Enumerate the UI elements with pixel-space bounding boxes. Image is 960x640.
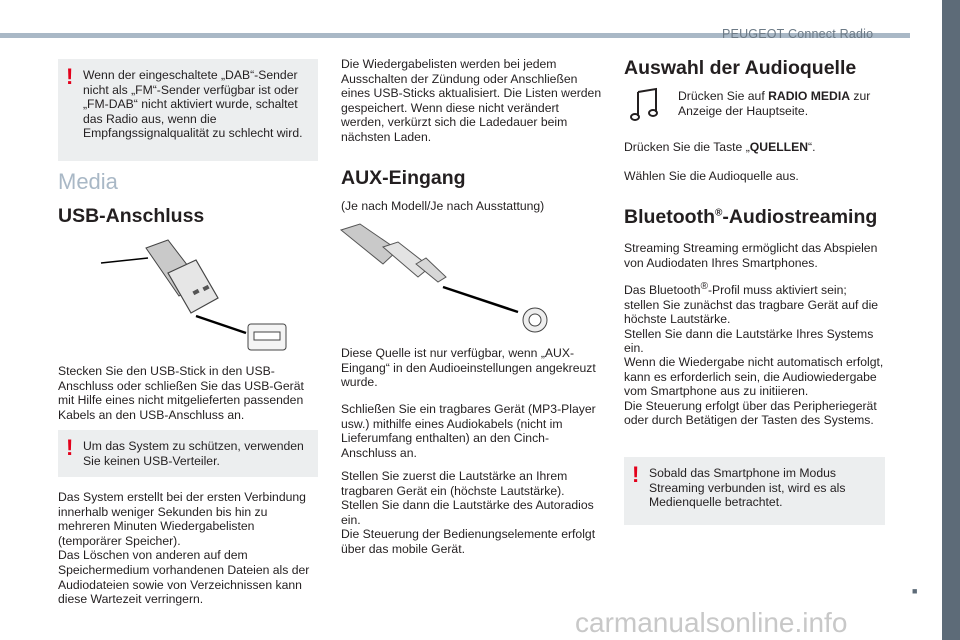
warning-box-dab [58,59,318,161]
usb-pointer-line [196,316,246,333]
playlist-paragraph: Die Wiedergabelisten werden bei jedem Ausschalten der Zündung oder Anschließen eines USB-Sticks aktualisiert. Die Listen werden gespeichert. Wenn diese nicht verändert werden, verkürzt sich die Ladedauer beim nächsten Laden. [341,57,602,144]
warning-box-usb-hub [58,430,318,477]
warning-icon: ! [66,64,74,89]
usb-port-slot [254,332,280,340]
source-icon-text: Drücken Sie auf RADIO MEDIA zur Anzeige der Hauptseite. [678,89,871,118]
usb-paragraph-2: Das System erstellt bei der ersten Verbindung innerhalb weniger Sekunden bis hin zu mehreren Minuten Wiedergabelisten (temporärer Speicher). Das Löschen von anderen auf dem Speichermedium vorhandenen Dateien als der Audiodateien sowie von Verzeichnissen kann diese Wartezeit verringern. [58,490,310,607]
continue-marker: ■ [912,586,918,596]
warning-text: Wenn der eingeschaltete „DAB“-Sender nicht als „FM“-Sender verfügbar ist oder „FM-DAB“ nicht aktiviert wurde, schaltet das Radio aus, wenn die Empfangssignalqualität zu schlecht wird. [83,68,303,141]
jack-pointer-line [443,287,518,312]
warning-icon: ! [632,462,640,487]
warning-text: Sobald das Smartphone im Modus Streaming verbunden ist, wird es als Medienquelle betrachtet. [649,466,846,510]
aux-paragraph-3: Stellen Sie zuerst die Lautstärke an Ihrem tragbaren Gerät ein (höchste Lautstärke). Stellen Sie dann die Lautstärke des Autoradios ein. Die Steuerung der Bedienungselemente erfolgt über das mobile Gerät. [341,469,596,556]
header-title: PEUGEOT Connect Radio [722,27,874,41]
page-edge-bar [942,0,960,640]
radio-media-label: RADIO MEDIA [768,89,851,103]
quellen-label: QUELLEN [749,140,809,154]
bluetooth-paragraph-3: Wenn die Wiedergabe nicht automatisch erfolgt, kann es erforderlich sein, die Audiowiedergabe vom Smartphone aus zu initiieren. Die Steuerung erfolgt über das Peripheriegerät oder durch Betätigen der Tasten des Systems. [624,355,884,428]
jack-body [341,224,398,264]
aux-paragraph-1: Diese Quelle ist nur verfügbar, wenn „AUX-Eingang“ in den Audioeinstellungen angekreuzt wurde. [341,346,596,390]
aux-socket-inner [529,314,541,326]
watermark: carmanualsonline.info [575,607,848,638]
music-note-icon [630,86,660,122]
warning-icon: ! [66,435,74,460]
source-heading: Auswahl der Audioquelle [624,57,857,79]
usb-paragraph-1: Stecken Sie den USB-Stick in den USB-Anschluss oder schließen Sie das USB-Gerät mit Hilfe eines nicht mitgelieferten passenden Kabels an den USB-Anschluss an. [58,364,304,422]
aux-availability-note: (Je nach Modell/Je nach Ausstattung) [341,199,545,213]
usb-heading: USB-Anschluss [58,205,205,227]
aux-heading: AUX-Eingang [341,167,466,189]
warning-text: Um das System zu schützen, verwenden Sie keinen USB-Verteiler. [83,439,304,468]
bluetooth-paragraph-2: Das Bluetooth®-Profil muss aktiviert sein; stellen Sie zunächst das tragbare Gerät auf die höchste Lautstärke. Stellen Sie dann die Lautstärke Ihres Systems ein. [624,281,879,356]
bluetooth-paragraph-1: Streaming Streaming ermöglicht das Abspielen von Audiodaten Ihres Smartphones. [624,241,878,270]
usb-plug-illustration [96,238,296,353]
usb-cable [101,258,148,263]
source-paragraph-1: Drücken Sie die Taste „QUELLEN“. [624,140,816,154]
warning-box-streaming [624,457,885,525]
aux-jack-illustration [338,222,553,334]
source-paragraph-2: Wählen Sie die Audioquelle aus. [624,169,799,183]
section-title: Media [58,169,118,194]
aux-paragraph-2: Schließen Sie ein tragbares Gerät (MP3-Player usw.) mithilfe eines Audiokabels (nicht im Lieferumfang enthalten) an den Cinch-Anschluss an. [341,402,596,460]
bluetooth-heading: Bluetooth®-Audiostreaming [624,206,878,228]
